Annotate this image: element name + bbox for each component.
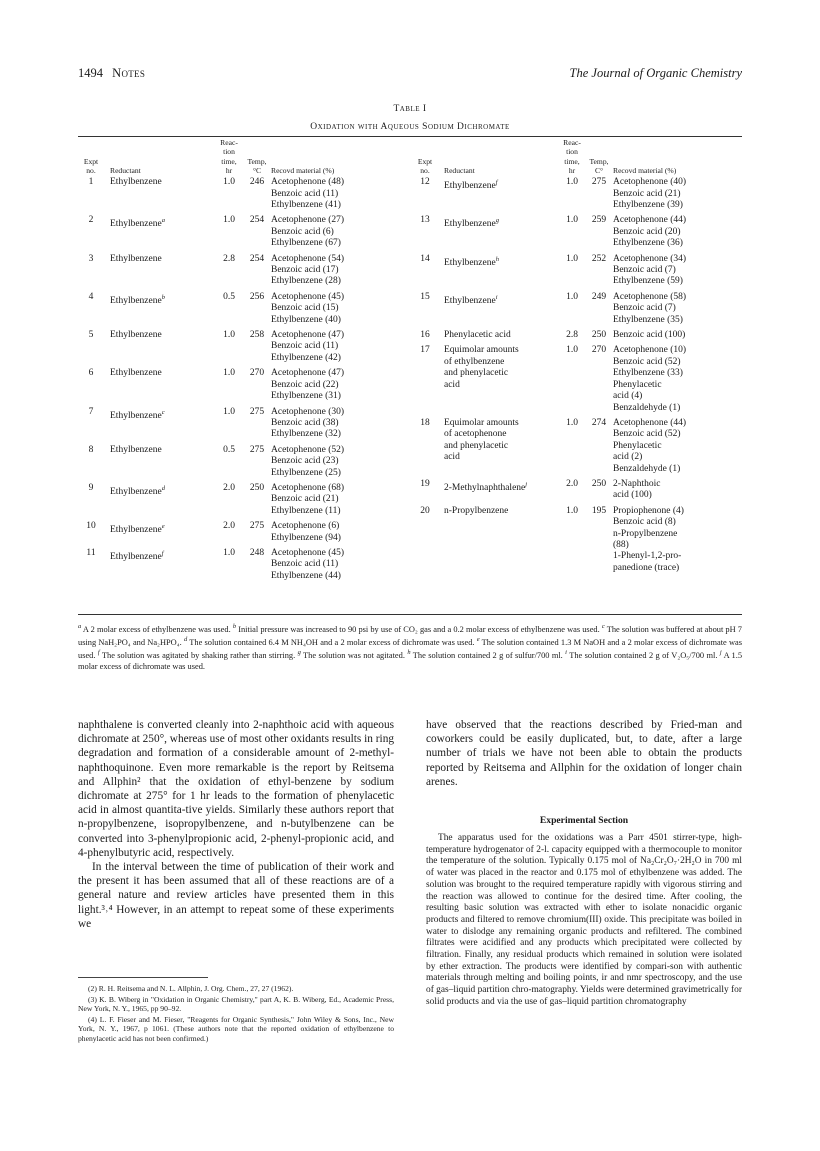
table-row — [412, 502, 742, 574]
cell-material: Acetophenone (58) Benzoic acid (7) Ethylbenzene (35) — [613, 291, 687, 325]
footnote-mark: j — [525, 480, 528, 488]
footnote-mark: e — [161, 523, 165, 531]
cell-time: 1.0 — [223, 406, 235, 417]
footnote-mark: g — [297, 649, 301, 657]
journal-name: The Journal of Organic Chemistry — [569, 66, 742, 80]
cell-time: 0.5 — [223, 291, 235, 302]
cell-reductant: Ethylbenzene$^f$ — [444, 179, 498, 192]
reference-item: (4) L. F. Fieser and M. Fieser, "Reagents for Organic Synthesis," John Wiley & Sons, Inc., New York, N. Y., 1967, p 1061. (These authors note that the reported oxidation of ethylbenzene to phenylacetic acid has not been confirmed.) — [78, 1014, 394, 1043]
cell-material: Acetophenone (47) Benzoic acid (11) Ethylbenzene (42) — [271, 330, 345, 363]
footnote-mark: a — [161, 217, 165, 225]
table-row — [78, 177, 410, 211]
footnote-mark: i — [565, 649, 567, 657]
table-header-row — [412, 138, 742, 177]
cell-time: 1.0 — [566, 177, 578, 188]
cell-reductant: Ethylbenzene — [110, 330, 162, 341]
cell-reductant: Ethylbenzene$^c$ — [110, 408, 165, 421]
cell-expt-no: 20 — [420, 505, 430, 516]
cell-temp: 250 — [591, 330, 607, 341]
footnote-mark: a — [78, 623, 82, 630]
cell-temp: 258 — [249, 330, 265, 341]
cell-material: Acetophenone (40) Benzoic acid (21) Ethylbenzene (39) — [613, 177, 687, 210]
page-number: 1494 — [78, 66, 103, 80]
cell-reductant: n-Propylbenzene — [444, 505, 509, 516]
body-column-left — [78, 718, 394, 931]
cell-temp: 248 — [249, 547, 265, 558]
cell-time: 1.0 — [223, 330, 235, 341]
cell-time: 2.8 — [223, 253, 235, 264]
table-row — [78, 250, 410, 288]
references-rule — [78, 977, 208, 978]
cell-time: 2.0 — [223, 521, 235, 532]
cell-material: Acetophenone (45) Benzoic acid (15) Ethylbenzene (40) — [271, 291, 345, 325]
cell-reductant: Equimolar amounts of acetophenone and phenylacetic acid — [444, 417, 519, 463]
col-header-expt: Expt no. — [417, 156, 433, 175]
cell-expt-no: 19 — [420, 478, 430, 489]
footnote-text: The solution contained 1.3 M NaOH and a 2 molar excess of dichromate was used. — [78, 638, 742, 661]
footnote-text: The solution was buffered at about pH 7 using NaH₂PO₄ and Na₂HPO₄. — [78, 624, 742, 647]
cell-expt-no: 16 — [420, 330, 430, 341]
body-paragraph: have observed that the reactions described by Fried-man and coworkers could be easily duplicated, but, to date, after a large number of trials we have not been able to obtain the products reported by Reitsema and Allphin for the oxidation of longer chain arenes. — [426, 719, 742, 788]
footnote-mark: d — [183, 636, 188, 644]
cell-time: 1.0 — [566, 291, 578, 302]
references — [78, 984, 394, 1045]
section-name: Notes — [112, 66, 146, 80]
cell-material: Acetophenone (6) Ethylbenzene (94) — [271, 521, 341, 543]
table-row — [78, 403, 410, 441]
col-header-material: Recovd material (%) — [613, 165, 677, 175]
cell-expt-no: 17 — [420, 345, 430, 356]
cell-time: 1.0 — [566, 253, 578, 264]
cell-time: 1.0 — [566, 505, 578, 516]
cell-expt-no: 2 — [88, 215, 94, 226]
cell-expt-no: 8 — [88, 444, 94, 455]
table-caption: Oxidation with Aqueous Sodium Dichromate — [310, 122, 510, 132]
footnote-mark: g — [495, 217, 499, 225]
footnote-text: A 1.5 molar excess of dichromate was used. — [78, 651, 743, 671]
cell-temp: 254 — [249, 253, 265, 264]
cell-reductant: Ethylbenzene$^e$ — [110, 523, 165, 536]
cell-temp: 275 — [591, 177, 607, 188]
col-header-expt: Expt no. — [83, 156, 99, 175]
cell-temp: 250 — [591, 478, 607, 489]
cell-reductant: Ethylbenzene$^b$ — [110, 293, 165, 306]
cell-time: 2.0 — [223, 482, 235, 493]
footnote-mark: j — [719, 649, 722, 657]
cell-temp: 256 — [249, 291, 265, 302]
journal-page — [78, 0, 742, 1151]
table-footnotes — [78, 622, 742, 672]
footnote-mark: h — [407, 649, 411, 657]
cell-time: 0.5 — [223, 444, 235, 455]
cell-reductant: Ethylbenzene — [110, 253, 162, 264]
col-header-temp: Temp, C° — [589, 156, 609, 175]
cell-temp: 254 — [249, 215, 265, 226]
cell-expt-no: 12 — [420, 177, 430, 188]
cell-material: 2-Naphthoic acid (100) — [613, 478, 661, 501]
cell-reductant: Ethylbenzene — [110, 444, 162, 455]
cell-material: Acetophenone (68) Benzoic acid (21) Ethylbenzene (11) — [271, 482, 345, 516]
cell-time: 1.0 — [566, 417, 578, 428]
table-row — [412, 326, 742, 341]
cell-material: Acetophenone (34) Benzoic acid (7) Ethylbenzene (59) — [613, 253, 687, 287]
cell-material: Acetophenone (44) Benzoic acid (52) Phenylacetic acid (2) Benzaldehyde (1) — [613, 417, 687, 474]
table-row — [412, 211, 742, 249]
body-paragraph: In the interval between the time of publication of their work and the present it has been assumed that all of these reactions are of a general nature and review articles have presented them in this light.³˒⁴ However, in an attempt to repeat some of these experiments we — [78, 861, 394, 930]
cell-time: 2.0 — [566, 478, 578, 489]
table-row — [412, 250, 742, 288]
table-top-rule — [78, 136, 742, 137]
footnote-text: The solution contained 6.4 M NH₄OH and a 2 molar excess of dichromate was used. — [187, 638, 477, 647]
cell-expt-no: 3 — [88, 253, 94, 264]
reference-item: (3) K. B. Wiberg in "Oxidation in Organic Chemistry," part A, K. B. Wiberg, Ed., Academic Press, New York, N. Y., 1965, pp 90–92. — [78, 994, 394, 1014]
cell-time: 1.0 — [223, 368, 235, 379]
cell-material: Acetophenone (27) Benzoic acid (6) Ethylbenzene (67) — [271, 215, 345, 249]
body-column-right — [426, 718, 742, 789]
footnote-text: Initial pressure was increased to 90 psi by use of CO₂ gas and a 0.2 molar excess of ethylbenzene was used. — [236, 624, 602, 634]
cell-material: Acetophenone (47) Benzoic acid (22) Ethylbenzene (31) — [271, 368, 345, 402]
table-row — [78, 544, 410, 582]
footnote-mark: b — [161, 293, 165, 301]
table-row — [78, 211, 410, 249]
table-label: Table I — [393, 104, 427, 114]
col-header-time: Reac- tion time, hr — [220, 138, 238, 175]
cell-expt-no: 15 — [420, 291, 430, 302]
cell-reductant: Ethylbenzene$^d$ — [110, 484, 165, 498]
cell-expt-no: 5 — [88, 330, 94, 341]
cell-time: 1.0 — [223, 177, 235, 188]
cell-temp: 252 — [591, 253, 607, 264]
cell-time: 2.8 — [566, 330, 578, 341]
footnote-mark: i — [495, 293, 498, 301]
cell-expt-no: 1 — [88, 177, 94, 188]
cell-reductant: Ethylbenzene — [110, 177, 162, 188]
table-right-half — [412, 138, 742, 574]
cell-temp: 270 — [249, 368, 265, 379]
cell-temp: 275 — [249, 406, 265, 417]
cell-material: Propiophenone (4) Benzoic acid (8) n-Propylbenzene (88) 1-Phenyl-1,2-pro- panedione (trace) — [613, 505, 684, 573]
experimental-text — [426, 833, 742, 1009]
table-row — [412, 177, 742, 211]
table-row — [78, 479, 410, 517]
col-header-temp: Temp, °C — [247, 156, 267, 175]
cell-material: Acetophenone (54) Benzoic acid (17) Ethylbenzene (28) — [271, 253, 345, 287]
cell-reductant: Ethylbenzene$^h$ — [444, 255, 499, 268]
cell-temp: 270 — [591, 345, 607, 356]
footnote-mark: d — [161, 484, 165, 492]
cell-temp: 275 — [249, 444, 265, 455]
footnote-mark: h — [495, 255, 499, 263]
footnote-mark: f — [161, 549, 164, 557]
table-row — [78, 288, 410, 326]
cell-expt-no: 13 — [420, 215, 430, 226]
cell-reductant: 2-Methylnaphthalene$^j$ — [444, 480, 528, 494]
cell-expt-no: 6 — [88, 368, 94, 379]
cell-reductant: Phenylacetic acid — [444, 330, 511, 341]
footnote-text: The solution was not agitated. — [300, 651, 408, 661]
table-row — [78, 517, 410, 544]
cell-material: Acetophenone (52) Benzoic acid (23) Ethylbenzene (25) — [271, 444, 345, 478]
table-row — [412, 475, 742, 502]
footnote-mark: e — [476, 636, 480, 644]
cell-reductant: Equimolar amounts of ethylbenzene and phenylacetic acid — [444, 345, 519, 390]
table-left-half — [78, 138, 410, 582]
cell-time: 1.0 — [223, 547, 235, 558]
cell-expt-no: 9 — [88, 482, 94, 493]
table-bottom-rule — [78, 614, 742, 615]
cell-temp: 250 — [249, 482, 265, 493]
reference-item: (2) R. H. Reitsema and N. L. Allphin, J. Org. Chem., 27, 27 (1962). — [88, 984, 294, 993]
cell-reductant: Ethylbenzene$^g$ — [444, 217, 499, 230]
cell-temp: 274 — [591, 417, 607, 428]
cell-expt-no: 14 — [420, 253, 430, 264]
cell-expt-no: 7 — [88, 406, 94, 417]
footnote-mark: b — [232, 623, 237, 630]
footnote-text: The solution contained 2 g of sulfur/700 ml. — [410, 651, 566, 661]
cell-expt-no: 10 — [86, 521, 96, 532]
cell-time: 1.0 — [223, 215, 235, 226]
footnote-mark: f — [97, 649, 100, 657]
cell-reductant: Ethylbenzene$^a$ — [110, 217, 165, 230]
footnote-text: The solution was agitated by shaking rather than stirring. — [99, 651, 298, 661]
cell-time: 1.0 — [566, 345, 578, 356]
cell-expt-no: 4 — [88, 291, 94, 302]
table-header-row — [78, 138, 410, 177]
cell-expt-no: 11 — [86, 547, 96, 558]
cell-temp: 249 — [591, 291, 607, 302]
table-row — [78, 441, 410, 479]
footnote-mark: c — [161, 408, 165, 416]
cell-reductant: Ethylbenzene$^f$ — [110, 549, 164, 563]
section-heading: Experimental Section — [539, 815, 629, 826]
col-header-time: Reac- tion time, hr — [563, 138, 581, 175]
cell-expt-no: 18 — [420, 417, 430, 428]
cell-temp: 195 — [591, 505, 607, 516]
cell-temp: 259 — [591, 215, 607, 226]
col-header-material: Recovd material (%) — [271, 165, 335, 175]
col-header-reductant: Reductant — [444, 165, 475, 175]
footnote-mark: f — [495, 179, 498, 187]
footnote-mark: c — [601, 623, 605, 630]
cell-material: Benzoic acid (100) — [613, 330, 686, 341]
cell-material: Acetophenone (10) Benzoic acid (52) Ethylbenzene (33) Phenylacetic acid (4) Benzaldehyde (1) — [613, 345, 687, 413]
table-row — [412, 341, 742, 413]
footnote-text: The solution contained 2 g of V₂O₅/700 ml. — [566, 651, 720, 661]
table-row — [412, 288, 742, 326]
col-header-reductant: Reductant — [110, 165, 141, 175]
cell-time: 1.0 — [566, 215, 578, 226]
cell-material: Acetophenone (44) Benzoic acid (20) Ethylbenzene (36) — [613, 215, 687, 249]
cell-reductant: Ethylbenzene$^i$ — [444, 293, 498, 306]
cell-material: Acetophenone (48) Benzoic acid (11) Ethylbenzene (41) — [271, 177, 345, 210]
table-row — [412, 414, 742, 475]
footnote-text: A 2 molar excess of ethylbenzene was used. — [81, 624, 233, 634]
cell-reductant: Ethylbenzene — [110, 368, 162, 379]
table-row — [78, 326, 410, 364]
cell-material: Acetophenone (45) Benzoic acid (11) Ethylbenzene (44) — [271, 547, 345, 581]
body-paragraph: naphthalene is converted cleanly into 2-naphthoic acid with aqueous dichromate at 250°, whereas use of most other oxidants results in ring degradation and formation of a considerable amount of 2-methyl-naphthoquinone. Even more remarkable is the report by Reitsema and Allphin² that the oxidation of ethyl-benzene by sodium dichromate at 275° for 1 hr leads to the formation of phenylacetic acid in almost quantita-tive yields. Similarly these authors report that n-propylbenzene, isopropylbenzene, and n-butylbenzene can be converted into 3-phenylpropionic acid, 2-phenyl-propionic acid, and 4-phenylbutyric acid, respectively. — [78, 719, 394, 859]
cell-temp: 275 — [249, 521, 265, 532]
cell-temp: 246 — [249, 177, 265, 188]
experimental-paragraph: The apparatus used for the oxidations was a Parr 4501 stirrer-type, high-temperature hydrogenator of 2-l. capacity equipped with a thermocouple to monitor the temperature of the solution. Typically 0.175 mol of Na₂Cr₂O₇·2H₂O in 700 ml of water was placed in the reactor and 0.175 mol of ethylbenzene was added. The solution was brought to the required temperature rapidly with vigorous stirring and the reaction was allowed to continue for the desired time. After cooling, the resulting basic solution was extracted with ether to isolate nonacidic organic products and filtered to remove chromium(III) oxide. This precipitate was boiled in water to dislodge any remaining organic products and refiltered. The combined filtrates were acidified and any products which precipitated were collected by filtration. Finally, any residual products which remained in solution were isolated by ether extraction. The products were identified by compari-son with authentic materials through melting and boiling points, ir and nmr spectroscopy, and the use of gas–liquid partition chro-matography. Yields were determined gravimetrically for solid products and via the use of gas–liquid partition chromatography — [426, 833, 742, 1007]
table-row — [78, 364, 410, 402]
cell-material: Acetophenone (30) Benzoic acid (38) Ethylbenzene (32) — [271, 406, 345, 440]
